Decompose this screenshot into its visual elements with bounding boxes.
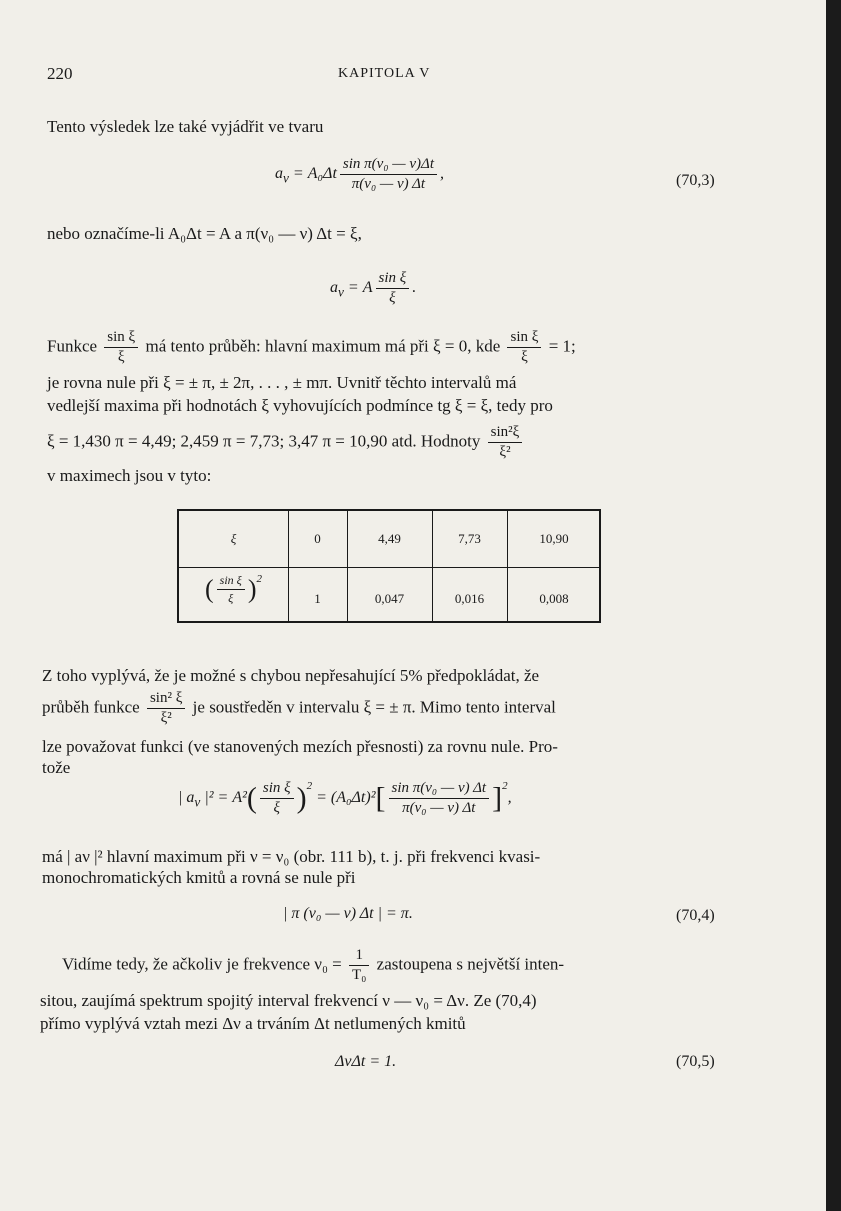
values-line: ξ = 1,430 π = 4,49; 2,459 π = 7,73; 3,47 π = 10,90 atd. Hodnoty $\frac{\text{sin²ξ}}{\text{ξ²}}$ [47,424,525,461]
equation-label: (70,5) [676,1053,715,1070]
equation-70-5: ΔνΔt = 1. [335,1053,397,1070]
text-line: má | aν |² hlavní maximum při ν = ν₀ (obr. 111 b), t. j. při frekvenci kvasi- [42,847,541,866]
fraction: $\frac{\text{sin ξ}}{\xi}$ [507,329,541,366]
table-cell: 10,90 [539,531,569,546]
equation-intensity: | $a_\nu$ |² = A²( $\frac{\text{sin ξ}}{\xi}$ )$^2$ = (A₀Δt)²[ $\frac{\text{sin π(ν₀ — ν) Δt}}{\text{π(ν₀ — ν) Δt}}$ ]$^2$, [178,780,512,816]
fraction: $\frac{\text{sin²ξ}}{\text{ξ²}}$ [488,424,523,461]
text-line: je rovna nule při ξ = ± π, ± 2π, . . . , ± mπ. Uvnitř těchto intervalů má [47,373,517,392]
text-line: tože [42,758,71,777]
table-row-label: ( $\frac{\text{sin ξ}}{\xi}$ )$^2$ [205,573,262,605]
fraction: $\frac{\text{sin² ξ}}{\text{ξ²}}$ [147,690,185,727]
table-cell: 0,016 [454,591,485,606]
fraction: $\frac{\text{sin ξ}}{\xi}$ [104,329,138,366]
equation-a-nu: $a_\nu = A$ $\frac{\text{sin ξ}}{\xi}$ . [330,270,417,306]
table-cell: 0,008 [539,591,569,606]
frequency-line: Vidíme tedy, že ačkoliv je frekvence ν₀ = $\frac{1}{\text{T₀}}$ zastoupena s největší inten- [62,947,565,983]
function-line: průběh funkce $\frac{\text{sin² ξ}}{\text{ξ²}}$ je soustředěn v intervalu ξ = ± π. Mimo tento interval [42,690,556,726]
fraction: $\frac{\text{sin π(ν₀ — ν)Δt}}{\text{π(ν₀ — ν) Δt}}$ [340,156,437,193]
equation-label: (70,4) [676,907,715,924]
page-number: 220 [47,64,73,83]
equation-70-3: $a_\nu = A_0\Delta t$ $\frac{\text{sin π(ν₀ — ν)Δt}}{\text{π(ν₀ — ν) Δt}}$ , [275,156,444,192]
table-cell: 7,73 [458,531,481,546]
fraction: $\frac{\text{sin ξ}}{\xi}$ [260,780,294,817]
fraction: $\frac{\text{sin ξ}}{\xi}$ [376,270,410,307]
text-line: monochromatických kmitů a rovná se nule při [42,868,356,887]
intro-line: Tento výsledek lze také vyjádřit ve tvaru [47,117,324,136]
function-line: Funkce $\frac{\text{sin ξ}}{\xi}$ má tento průběh: hlavní maximum má při ξ = 0, kde $\frac{\text{sin ξ}}{\xi}$ = 1; [47,329,576,365]
equation-70-4: | π (ν₀ — ν) Δt | = π. [283,905,413,922]
text-line: Z toho vyplývá, že je možné s chybou nepřesahující 5% předpokládat, že [42,666,540,685]
table-cell: 4,49 [378,531,401,546]
table-cell: 1 [314,591,321,606]
text-line: sitou, zaujímá spektrum spojitý interval frekvencí ν — ν₀ = Δν. Ze (70,4) [40,991,537,1010]
fraction: $\frac{1}{\text{T₀}}$ [349,947,369,984]
text-line: lze považovat funkci (ve stanovených mezích přesnosti) za rovnu nule. Pro- [42,737,558,756]
equation-label: (70,3) [676,172,715,189]
table-cell: 0 [314,531,321,546]
table-row-label: ξ [230,531,237,546]
text-line: vedlejší maxima při hodnotách ξ vyhovujících podmínce tg ξ = ξ, tedy pro [47,396,553,415]
text-line: v maximech jsou v tyto: [47,466,212,485]
fraction: $\frac{\text{sin π(ν₀ — ν) Δt}}{\text{π(ν₀ — ν) Δt}}$ [389,780,490,817]
table-divider [179,567,599,568]
substitution-line: nebo označíme-li A₀Δt = A a π(ν₀ — ν) Δt = ξ, [47,224,362,243]
fraction: $\frac{\text{sin ξ}}{\xi}$ [217,573,245,606]
table-cell: 0,047 [374,591,405,606]
running-head: KAPITOLA V [338,66,431,81]
text-line: přímo vyplývá vztah mezi Δν a trváním Δt netlumených kmitů [40,1014,466,1033]
values-table [177,509,601,623]
